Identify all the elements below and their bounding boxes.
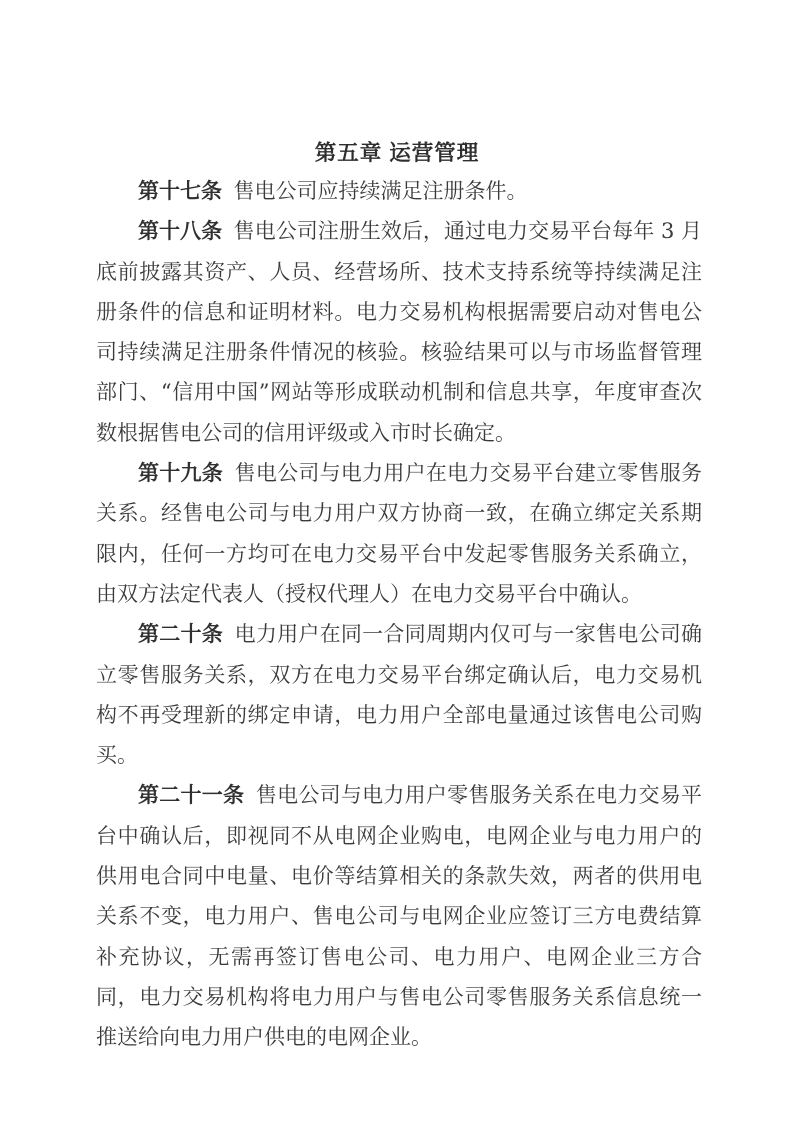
article-18 <box>96 211 702 453</box>
article-20 <box>96 614 702 775</box>
article-17-number: 第十七条 <box>138 178 222 203</box>
article-19 <box>96 453 702 614</box>
article-20-number: 第二十条 <box>138 621 224 647</box>
article-18-number: 第十八条 <box>138 218 223 244</box>
article-20-text: 电力用户在同一合同周期内仅可与一家售电公司确立零售服务关系，双方在电力交易平台绑定确认后，电力交易机构不再受理新的绑定申请，电力用户全部电量通过该售电公司购买。 <box>96 622 703 768</box>
document-body <box>96 171 702 1058</box>
article-18-text: 售电公司注册生效后，通过电力交易平台每年 3 月底前披露其资产、人员、经营场所、技术支持系统等持续满足注册条件的信息和证明材料。电力交易机构根据需要启动对售电公司持续满足注册条件情况的核验。核验结果可以与市场监督管理部门、“信用中国”网站等形成联动机制和信息共享，年度审查次数根据售电公司的信用评级或入市时长确定。 <box>96 219 703 445</box>
article-17 <box>96 171 702 211</box>
article-21-text: 售电公司与电力用户零售服务关系在电力交易平台中确认后，即视同不从电网企业购电，电网企业与电力用户的供用电合同中电量、电价等结算相关的条款失效，两者的供用电关系不变，电力用户、售电公司与电网企业应签订三方电费结算补充协议，无需再签订售电公司、电力用户、电网企业三方合同，电力交易机构将电力用户与售电公司零售服务关系信息统一推送给向电力用户供电的电网企业。 <box>96 783 703 1050</box>
article-21-number: 第二十一条 <box>138 782 245 808</box>
article-19-text: 售电公司与电力用户在电力交易平台建立零售服务关系。经售电公司与电力用户双方协商一致，在确立绑定关系期限内，任何一方均可在电力交易平台中发起零售服务关系确立，由双方法定代表人（授权代理人）在电力交易平台中确认。 <box>96 461 703 606</box>
article-19-number: 第十九条 <box>138 460 224 486</box>
article-21 <box>96 775 702 1057</box>
article-17-text: 售电公司应持续满足注册条件。 <box>233 179 528 203</box>
chapter-heading: 第五章 运营管理 <box>314 141 480 165</box>
